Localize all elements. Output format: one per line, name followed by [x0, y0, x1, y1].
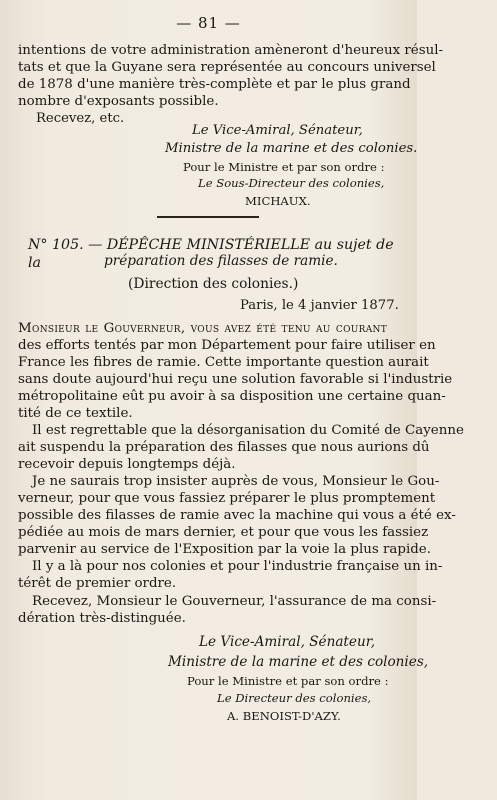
signature-1-order: Pour le Ministre et par son ordre : [183, 160, 385, 174]
signature-2-role: Le Directeur des colonies, [217, 691, 372, 705]
signature-2-ministry: Ministre de la marine et des colonies, [168, 654, 429, 670]
body-paragraph-1 [18, 320, 453, 422]
document-heading-line-2: préparation des filasses de ramie. [104, 253, 338, 269]
intro-closing: Recevez, etc. [36, 111, 125, 126]
body-line: ait suspendu la préparation des filasses que nous aurions dû [18, 440, 430, 455]
body-paragraph-4 [18, 558, 443, 592]
signature-1-role: Le Sous-Directeur des colonies, [198, 176, 385, 190]
body-line: Il est regrettable que la désorganisation du Comité de Cayenne [32, 423, 464, 438]
intro-line: de 1878 d'une manière très-complète et par le plus grand [18, 77, 411, 92]
intro-line: tats et que la Guyane sera représentée au concours universel [18, 60, 436, 75]
body-paragraph-2 [18, 422, 464, 473]
body-line: pédiée au mois de mars dernier, et pour que vous les fassiez [18, 525, 429, 540]
body-line: France les fibres de ramie. Cette importante question aurait [18, 355, 429, 370]
body-line: métropolitaine eût pu avoir à sa disposition une certaine quan- [18, 389, 446, 404]
body-line: sans doute aujourd'hui reçu une solution favorable si l'industrie [18, 372, 453, 387]
signature-2-name: A. BENOIST-D'AZY. [227, 709, 341, 723]
body-line: Monsieur le Gouverneur, vous avez été tenu au courant [18, 321, 387, 336]
page-number: — 81 — [176, 14, 241, 32]
signature-1-title: Le Vice-Amiral, Sénateur, [192, 123, 363, 138]
body-line: Recevez, Monsieur le Gouverneur, l'assurance de ma consi- [32, 594, 437, 609]
intro-line: nombre d'exposants possible. [18, 94, 219, 109]
body-paragraph-3 [18, 473, 456, 558]
body-line: des efforts tentés par mon Département pour faire utiliser en [18, 338, 436, 353]
section-divider [157, 216, 259, 218]
body-paragraph-5 [18, 593, 437, 627]
intro-line: intentions de votre administration amèneront d'heureux résul- [18, 43, 444, 58]
dateline: Paris, le 4 janvier 1877. [240, 298, 399, 313]
intro-paragraph [18, 42, 444, 110]
document-direction: (Direction des colonies.) [128, 276, 299, 292]
signature-2-title: Le Vice-Amiral, Sénateur, [199, 634, 376, 650]
body-line: recevoir depuis longtemps déjà. [18, 457, 236, 472]
signature-1-name: MICHAUX. [245, 194, 311, 208]
body-line: Je ne saurais trop insister auprès de vous, Monsieur le Gou- [32, 474, 440, 489]
body-line: possible des filasses de ramie avec la machine qui vous a été ex- [18, 508, 456, 523]
body-line: tité de ce textile. [18, 406, 133, 421]
body-line: verneur, pour que vous fassiez préparer le plus promptement [18, 491, 436, 506]
signature-1-ministry: Ministre de la marine et des colonies. [165, 141, 418, 156]
body-line: parvenir au service de l'Exposition par la voie la plus rapide. [18, 542, 431, 557]
body-line: térêt de premier ordre. [18, 576, 177, 591]
document-heading-line-1: N° 105. — DÉPÊCHE MINISTÉRIELLE au sujet de la [28, 237, 394, 271]
body-line: Il y a là pour nos colonies et pour l'industrie française un in- [32, 559, 443, 574]
signature-2-order: Pour le Ministre et par son ordre : [187, 674, 389, 688]
body-line: dération très-distinguée. [18, 611, 186, 626]
